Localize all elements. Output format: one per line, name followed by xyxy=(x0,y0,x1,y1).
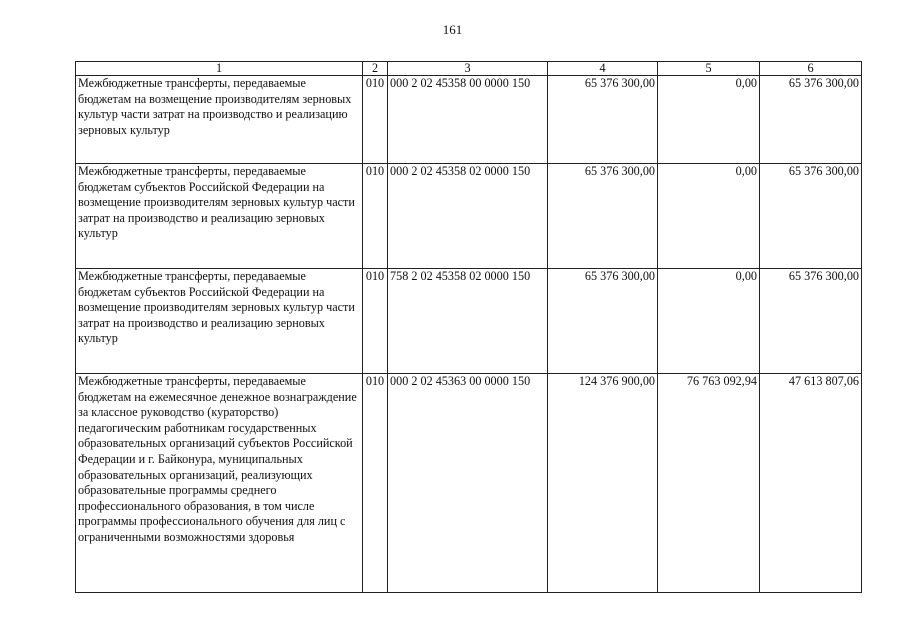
column-header-6: 6 xyxy=(760,62,862,76)
row-code: 010 xyxy=(363,76,388,164)
row-value-col5: 76 763 092,94 xyxy=(658,374,760,593)
row-value-col6: 65 376 300,00 xyxy=(760,164,862,269)
row-name: Межбюджетные трансферты, передаваемые бюджетам на возмещение производителям зерновых культур части затрат на производство и реализацию зерновых культур xyxy=(76,76,363,164)
table-row xyxy=(76,76,862,164)
row-classification-code: 000 2 02 45358 00 0000 150 xyxy=(388,76,548,164)
table-row xyxy=(76,374,862,593)
row-value-col5: 0,00 xyxy=(658,164,760,269)
budget-table xyxy=(75,61,862,593)
row-classification-code: 000 2 02 45358 02 0000 150 xyxy=(388,164,548,269)
column-header-4: 4 xyxy=(548,62,658,76)
row-value-col4: 124 376 900,00 xyxy=(548,374,658,593)
row-classification-code: 000 2 02 45363 00 0000 150 xyxy=(388,374,548,593)
row-code: 010 xyxy=(363,269,388,374)
row-value-col6: 47 613 807,06 xyxy=(760,374,862,593)
row-name: Межбюджетные трансферты, передаваемые бюджетам субъектов Российской Федерации на возмещение производителям зерновых культур части затрат на производство и реализацию зерновых культур xyxy=(76,269,363,374)
row-code: 010 xyxy=(363,374,388,593)
table-row xyxy=(76,164,862,269)
row-value-col6: 65 376 300,00 xyxy=(760,76,862,164)
row-value-col4: 65 376 300,00 xyxy=(548,76,658,164)
column-header-2: 2 xyxy=(363,62,388,76)
row-value-col4: 65 376 300,00 xyxy=(548,164,658,269)
row-classification-code: 758 2 02 45358 02 0000 150 xyxy=(388,269,548,374)
row-name: Межбюджетные трансферты, передаваемые бюджетам субъектов Российской Федерации на возмещение производителям зерновых культур части затрат на производство и реализацию зерновых культур xyxy=(76,164,363,269)
column-header-1: 1 xyxy=(76,62,363,76)
table-row xyxy=(76,269,862,374)
row-value-col5: 0,00 xyxy=(658,76,760,164)
row-name: Межбюджетные трансферты, передаваемые бюджетам на ежемесячное денежное вознаграждение за классное руководство (кураторство) педагогическим работникам государственных образовательных организаций субъектов Российской Федерации и г. Байконура, муниципальных образовательных организаций, реализующих образовательные программы среднего профессионального образования, в том числе программы профессионального обучения для лиц с ограниченными возможностями здоровья xyxy=(76,374,363,593)
row-value-col5: 0,00 xyxy=(658,269,760,374)
row-code: 010 xyxy=(363,164,388,269)
column-header-5: 5 xyxy=(658,62,760,76)
column-number-row xyxy=(76,62,862,76)
column-header-3: 3 xyxy=(388,62,548,76)
row-value-col4: 65 376 300,00 xyxy=(548,269,658,374)
row-value-col6: 65 376 300,00 xyxy=(760,269,862,374)
page-number: 161 xyxy=(442,22,463,37)
